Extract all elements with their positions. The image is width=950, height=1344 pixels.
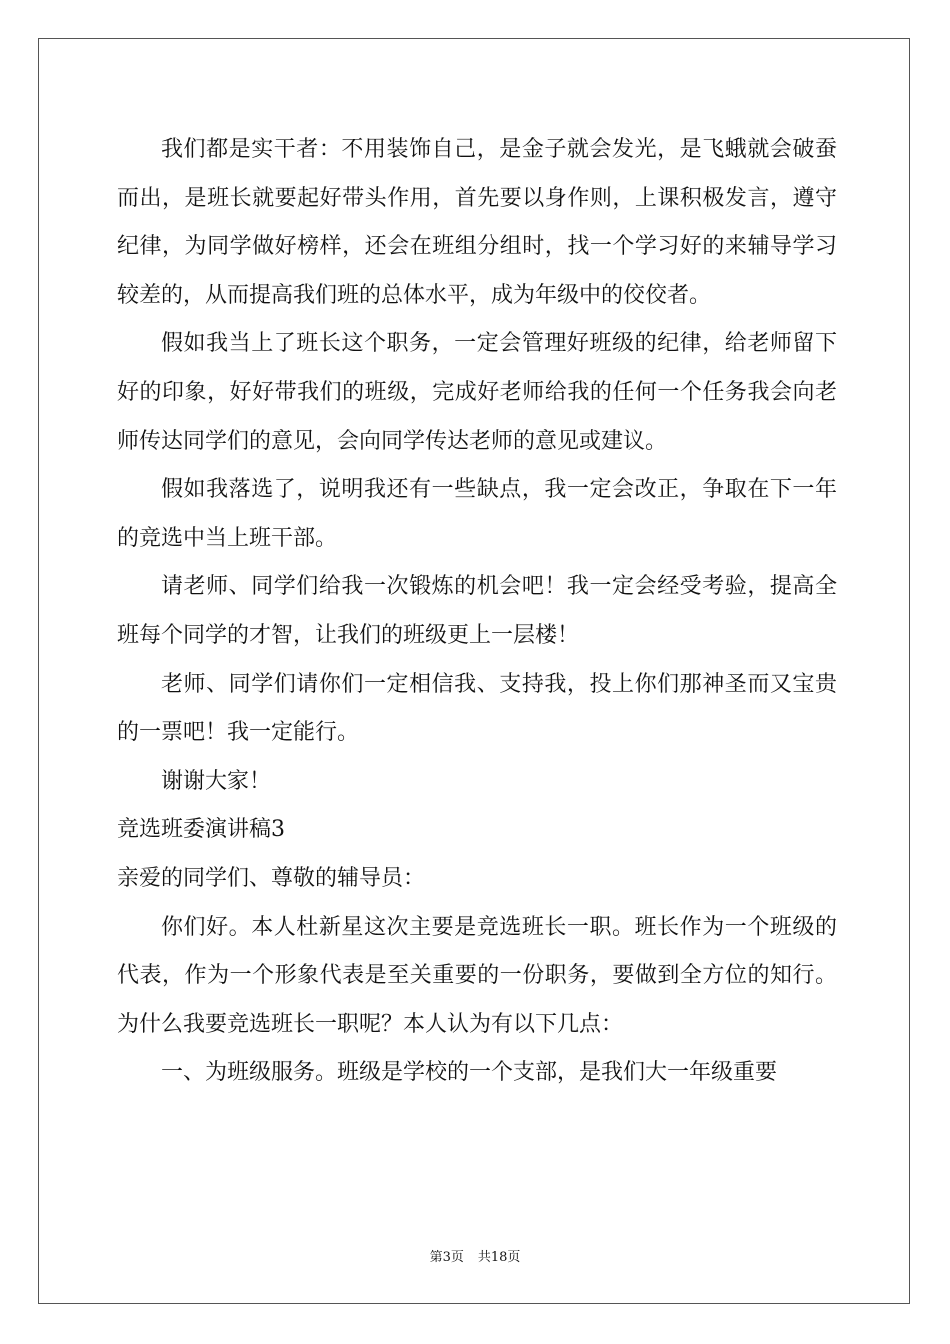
page-total: 共18页 [477,1250,521,1265]
paragraph-6: 谢谢大家！ [161,768,272,794]
salutation: 亲爱的同学们、尊敬的辅导员： [117,865,426,891]
paragraph-3: 假如我落选了，说明我还有一些缺点，我一定会改正，争取在下一年的竞选中当上班干部。 [117,477,837,551]
paragraph-4: 请老师、同学们给我一次锻炼的机会吧！我一定会经受考验，提高全班每个同学的才智，让我们的班级更上一层楼！ [117,574,837,648]
paragraph-8: 一、为班级服务。班级是学校的一个支部，是我们大一年级重要 [161,1060,778,1086]
paragraph-5: 老师、同学们请你们一定相信我、支持我，投上你们那神圣而又宝贵的一票吧！我一定能行。 [117,671,837,746]
paragraph-7: 你们好。本人杜新星这次主要是竞选班长一职。班长作为一个班级的代表，作为一个形象代表是至关重要的一份职务，要做到全方位的知行。为什么我要竞选班长一职呢？本人认为有以下几点： [117,914,837,1037]
page-number: 第3页 [429,1250,464,1265]
paragraph-1: 我们都是实干者：不用装饰自己，是金子就会发光，是飞蛾就会破蚕而出，是班长就要起好带头作用，首先要以身作则，上课积极发言，遵守纪律，为同学做好榜样，还会在班组分组时，找一个学习好的来辅导学习较差的，从而提高我们班的总体水平，成为年级中的佼佼者。 [117,137,837,308]
paragraph-2: 假如我当上了班长这个职务，一定会管理好班级的纪律，给老师留下好的印象，好好带我们的班级，完成好老师给我的任何一个任务我会向老师传达同学们的意见，会向同学传达老师的意见或建议。 [117,331,837,454]
page-footer [0,1246,950,1265]
section-title: 竞选班委演讲稿3 [117,817,285,843]
document-body [117,126,837,1098]
